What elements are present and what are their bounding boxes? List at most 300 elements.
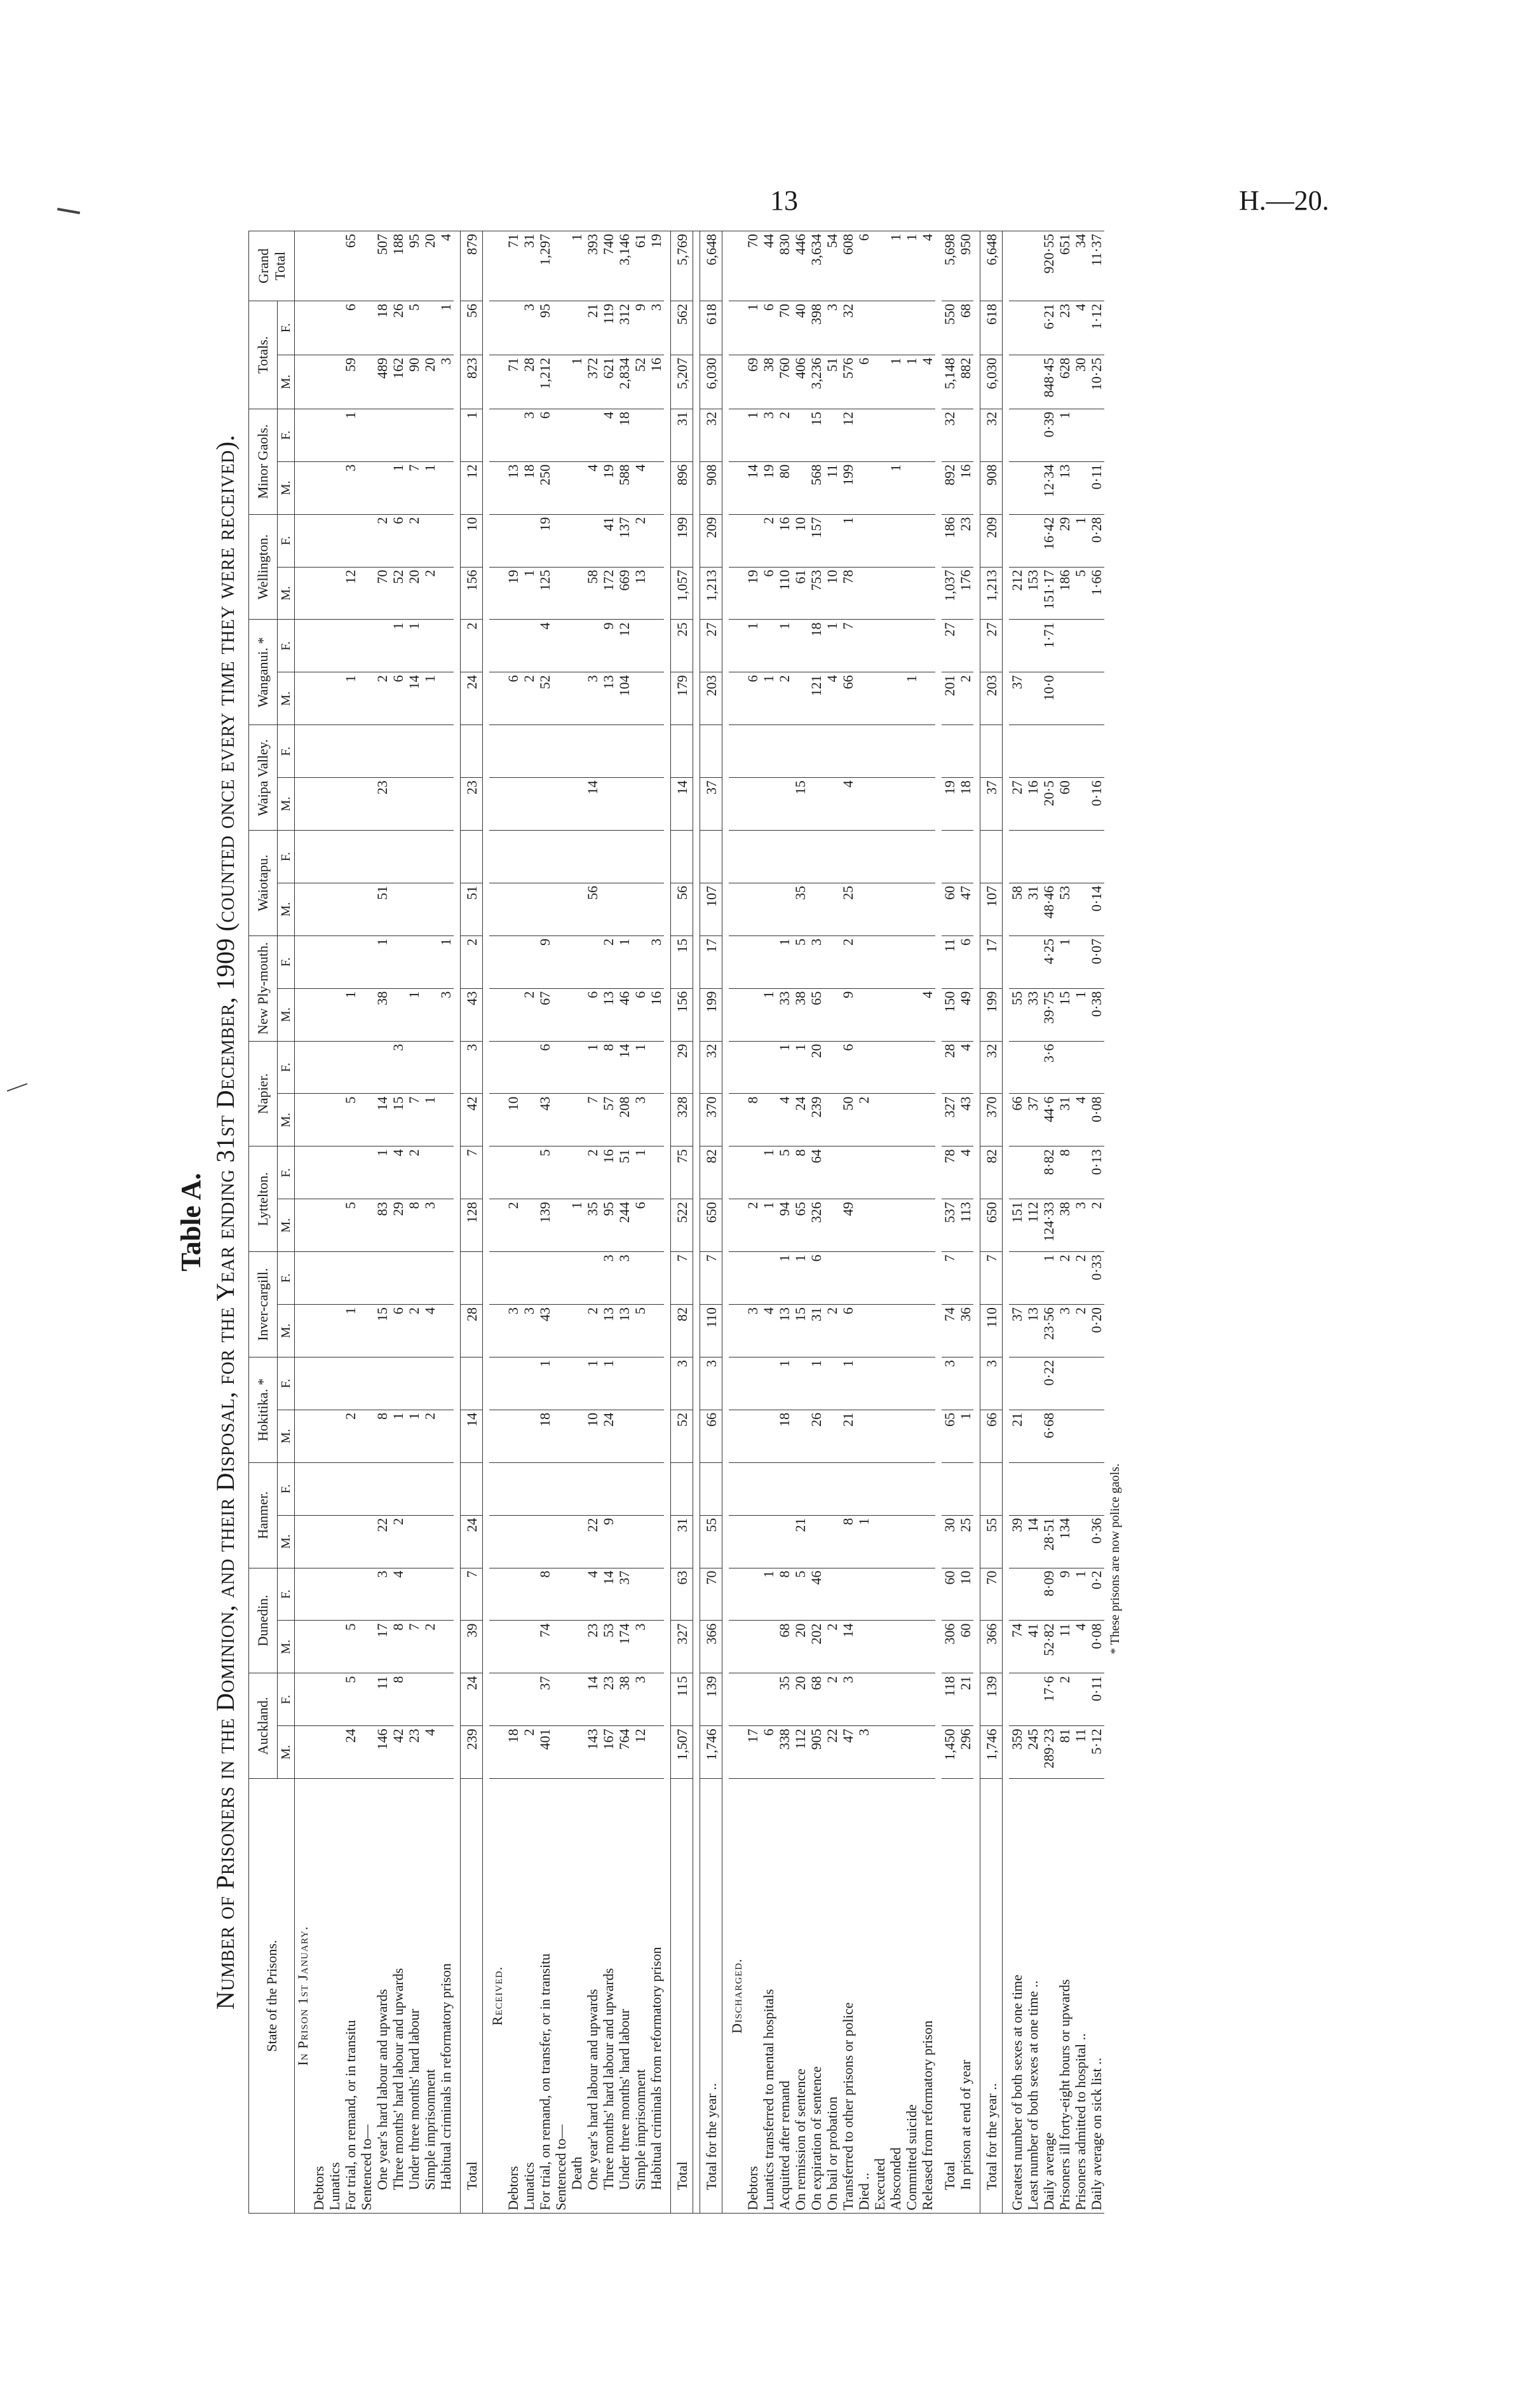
table-cell [919, 883, 935, 935]
table-cell [406, 1515, 422, 1568]
table-cell [872, 1199, 888, 1252]
table-cell [569, 409, 585, 461]
table-cell: 950 [958, 231, 973, 301]
table-row [422, 231, 438, 2214]
col-header-group: Grand Total [249, 231, 295, 301]
table-cell [438, 1199, 454, 1252]
row-label: Lunatics transferred to mental hospitals [761, 1779, 776, 2214]
table-cell: 20 [792, 1673, 808, 1726]
table-cell [904, 409, 919, 461]
table-cell [295, 725, 311, 778]
table-cell: 67 [537, 988, 553, 1041]
row-label: Daily average [1041, 1779, 1057, 2214]
table-cell: 14 [585, 778, 600, 831]
table-cell: 8 [600, 1041, 616, 1094]
table-cell [729, 1146, 745, 1199]
table-cell [374, 1041, 390, 1094]
table-cell: 28 [461, 1305, 483, 1357]
table-cell: 3 [840, 1673, 856, 1726]
table-cell [1025, 935, 1041, 988]
col-subheader: F. [278, 301, 295, 355]
table-cell [358, 1094, 374, 1146]
table-row [1041, 231, 1057, 2214]
table-cell [438, 1146, 454, 1199]
table-cell: 14 [374, 1094, 390, 1146]
table-cell: 6 [390, 672, 406, 725]
table-cell [958, 725, 973, 778]
table-cell [872, 514, 888, 567]
table-cell [422, 883, 438, 935]
table-cell: 17 [980, 935, 1003, 988]
table-cell: 6 [745, 672, 761, 725]
table-cell [872, 1462, 888, 1515]
table-cell [856, 301, 872, 355]
table-row [505, 231, 521, 2214]
table-cell [406, 1357, 422, 1410]
table-cell [824, 1515, 840, 1568]
table-cell: 3 [342, 461, 358, 514]
table-cell: 43 [537, 1305, 553, 1357]
table-cell [374, 461, 390, 514]
table-cell [295, 1410, 311, 1462]
table-cell: 82 [671, 1305, 693, 1357]
table-cell: 31 [671, 1515, 693, 1568]
table-cell [342, 1041, 358, 1094]
table-cell [422, 1515, 438, 1568]
table-cell: 7 [942, 1252, 958, 1305]
table-cell [438, 567, 454, 620]
table-cell: 64 [808, 1146, 824, 1199]
table-cell [648, 461, 664, 514]
col-subheader: F. [278, 1041, 295, 1094]
table-cell: 830 [776, 231, 792, 301]
table-cell: 121 [808, 672, 824, 725]
table-cell [856, 672, 872, 725]
table-row [327, 231, 342, 2214]
table-cell: 30 [1073, 355, 1088, 409]
table-cell [521, 1146, 537, 1199]
table-cell: 47 [958, 883, 973, 935]
table-cell [553, 725, 569, 778]
table-cell [1009, 301, 1025, 355]
table-cell [632, 1515, 648, 1568]
table-cell: 25 [671, 620, 693, 672]
table-cell [311, 778, 327, 831]
table-cell: 2 [776, 409, 792, 461]
table-cell: 1,212 [537, 355, 553, 409]
table-cell: 65 [792, 1199, 808, 1252]
table-cell [888, 514, 904, 567]
table-cell: 1 [904, 672, 919, 725]
col-subheader: M. [278, 883, 295, 935]
table-cell: 4 [1073, 1621, 1088, 1673]
table-cell [958, 831, 973, 883]
table-cell [311, 883, 327, 935]
table-cell [358, 988, 374, 1041]
table-cell [872, 231, 888, 301]
col-subheader: F. [278, 514, 295, 567]
col-subheader: F. [278, 620, 295, 672]
table-cell: 20 [406, 567, 422, 620]
table-cell: 406 [792, 355, 808, 409]
table-cell: 1 [792, 1041, 808, 1094]
table-cell [438, 831, 454, 883]
table-cell [311, 567, 327, 620]
row-label: Released from reformatory prison [919, 1779, 935, 2214]
table-cell [745, 778, 761, 831]
table-cell [358, 301, 374, 355]
table-row [808, 231, 824, 2214]
table-cell: 3 [632, 1673, 648, 1726]
table-row [461, 231, 483, 2214]
table-cell: 7 [461, 1146, 483, 1199]
table-cell: 10·25 [1088, 355, 1104, 409]
row-label: On expiration of sentence [808, 1779, 824, 2214]
table-cell [489, 567, 505, 620]
table-cell [505, 1410, 521, 1462]
table-cell: 306 [942, 1621, 958, 1673]
table-cell [872, 567, 888, 620]
table-cell [358, 1041, 374, 1094]
table-cell [585, 1252, 600, 1305]
table-cell: 537 [942, 1199, 958, 1252]
table-cell [537, 725, 553, 778]
table-cell: 764 [616, 1726, 632, 1779]
table-cell [648, 1621, 664, 1673]
table-cell: 186 [942, 514, 958, 567]
table-cell [761, 1621, 776, 1673]
table-cell: 13 [632, 567, 648, 620]
table-cell [888, 1673, 904, 1726]
row-label: In prison at end of year [958, 1779, 973, 2214]
table-cell: 327 [942, 1094, 958, 1146]
table-cell [1009, 1146, 1025, 1199]
table-cell [648, 1462, 664, 1515]
table-cell: 6 [632, 988, 648, 1041]
table-cell [569, 514, 585, 567]
table-cell: 1 [374, 935, 390, 988]
table-cell: 1 [840, 1357, 856, 1410]
table-cell: 522 [671, 1199, 693, 1252]
table-cell: 4 [390, 1146, 406, 1199]
table-cell: 37 [980, 778, 1003, 831]
table-cell [295, 1252, 311, 1305]
table-cell [311, 231, 327, 301]
table-cell [438, 620, 454, 672]
row-label: Lunatics [327, 1779, 342, 2214]
table-cell: 209 [980, 514, 1003, 567]
table-cell: 13 [600, 988, 616, 1041]
table-row [390, 231, 406, 2214]
table-cell [729, 988, 745, 1041]
table-cell: 6 [856, 355, 872, 409]
table-cell [358, 355, 374, 409]
table-cell [919, 1515, 935, 1568]
table-cell [311, 672, 327, 725]
table-cell [438, 409, 454, 461]
table-cell [632, 935, 648, 988]
table-cell: 24 [342, 1726, 358, 1779]
table-cell [919, 1568, 935, 1621]
table-cell [700, 831, 722, 883]
table-cell [327, 1252, 342, 1305]
table-cell [1041, 1462, 1057, 1515]
table-cell [489, 409, 505, 461]
table-cell [521, 1462, 537, 1515]
table-cell: 38 [761, 355, 776, 409]
table-cell: 112 [792, 1726, 808, 1779]
table-cell [521, 1410, 537, 1462]
table-cell [489, 1462, 505, 1515]
table-cell [729, 514, 745, 567]
table-cell [919, 1199, 935, 1252]
table-cell: 1·12 [1088, 301, 1104, 355]
table-cell: 0·14 [1088, 883, 1104, 935]
table-cell: 27 [980, 620, 1003, 672]
table-cell: 2 [856, 1094, 872, 1146]
table-cell: 119 [600, 301, 616, 355]
table-cell: 12 [461, 461, 483, 514]
table-cell [553, 1673, 569, 1726]
table-cell [569, 620, 585, 672]
table-cell: 20 [792, 1621, 808, 1673]
table-cell: 1 [461, 409, 483, 461]
table-cell [569, 1305, 585, 1357]
table-cell [311, 1041, 327, 1094]
table-cell: 70 [776, 301, 792, 355]
table-cell: 5,148 [942, 355, 958, 409]
table-cell [776, 778, 792, 831]
table-cell: 1 [1041, 1252, 1057, 1305]
table-cell [700, 1462, 722, 1515]
table-cell [342, 1357, 358, 1410]
table-cell [616, 1410, 632, 1462]
table-cell [358, 567, 374, 620]
table-cell [888, 1041, 904, 1094]
col-header-group: Waiotapu. [249, 831, 278, 936]
table-cell: 2 [390, 1515, 406, 1568]
table-cell [1025, 1568, 1041, 1621]
table-cell [958, 1357, 973, 1410]
table-cell: 3 [585, 672, 600, 725]
table-cell: 1 [632, 1041, 648, 1094]
table-cell: 1 [438, 301, 454, 355]
table-cell [856, 409, 872, 461]
table-cell: 56 [671, 883, 693, 935]
table-cell [824, 988, 840, 1041]
table-cell [569, 1568, 585, 1621]
table-cell [311, 355, 327, 409]
table-cell [461, 1357, 483, 1410]
table-cell: 23 [585, 1621, 600, 1673]
table-cell [808, 778, 824, 831]
table-cell [1009, 1357, 1025, 1410]
col-subheader: F. [278, 831, 295, 883]
table-cell: 53 [1057, 883, 1073, 935]
table-row [958, 231, 973, 2214]
table-cell: 372 [585, 355, 600, 409]
table-cell: 10 [461, 514, 483, 567]
prisoners-table [248, 231, 1104, 2214]
table-cell: 157 [808, 514, 824, 567]
table-row [792, 231, 808, 2214]
table-cell: 621 [600, 355, 616, 409]
table-cell [358, 1357, 374, 1410]
table-cell [632, 1357, 648, 1410]
table-cell: 13 [505, 461, 521, 514]
table-cell: 162 [390, 355, 406, 409]
table-cell [358, 461, 374, 514]
table-row [1088, 231, 1104, 2214]
table-cell [569, 883, 585, 935]
table-cell: 113 [958, 1199, 973, 1252]
table-cell: 26 [390, 301, 406, 355]
table-cell: 0·11 [1088, 461, 1104, 514]
table-cell [422, 1462, 438, 1515]
table-cell: 23 [1057, 301, 1073, 355]
table-cell: 37 [1009, 1305, 1025, 1357]
table-cell [888, 672, 904, 725]
table-cell [1025, 355, 1041, 409]
table-cell [1073, 409, 1088, 461]
table-cell [1009, 355, 1025, 409]
table-cell [1088, 1041, 1104, 1094]
table-cell [792, 461, 808, 514]
table-cell [872, 935, 888, 988]
table-cell [919, 567, 935, 620]
table-cell: 5 [537, 1146, 553, 1199]
table-cell [888, 883, 904, 935]
table-cell: 1 [422, 1094, 438, 1146]
table-cell: 3,146 [616, 231, 632, 301]
table-cell [1025, 1041, 1041, 1094]
row-label: Debtors [745, 1779, 761, 2214]
table-cell: 29 [671, 1041, 693, 1094]
table-cell [342, 883, 358, 935]
table-cell: 13 [1025, 1305, 1041, 1357]
table-cell [1088, 1357, 1104, 1410]
col-subheader: M. [278, 988, 295, 1041]
table-cell: 1 [342, 672, 358, 725]
table-cell: 4 [776, 1094, 792, 1146]
table-cell [856, 1357, 872, 1410]
table-cell: 1 [374, 1146, 390, 1199]
section-header-row [489, 231, 505, 2214]
table-cell [824, 514, 840, 567]
table-cell [919, 1726, 935, 1779]
table-cell: 27 [1009, 778, 1025, 831]
table-cell: 14 [406, 672, 422, 725]
table-cell: 3 [521, 301, 537, 355]
table-cell [648, 409, 664, 461]
table-cell [919, 1673, 935, 1726]
table-cell: 6,648 [700, 231, 722, 301]
table-cell [761, 883, 776, 935]
table-cell: 2 [585, 1305, 600, 1357]
table-cell: 2,834 [616, 355, 632, 409]
table-cell [489, 1199, 505, 1252]
table-cell [648, 725, 664, 778]
table-row [671, 231, 693, 2214]
table-cell [569, 725, 585, 778]
table-cell [327, 1094, 342, 1146]
col-header-group: New Ply-mouth. [249, 935, 278, 1041]
table-cell: 12 [632, 1726, 648, 1779]
table-cell: 1,213 [700, 567, 722, 620]
table-cell: 5·12 [1088, 1726, 1104, 1779]
table-cell: 203 [700, 672, 722, 725]
table-cell [295, 231, 311, 301]
table-cell: 0·36 [1088, 1515, 1104, 1568]
table-cell [569, 1515, 585, 1568]
table-row [569, 231, 585, 2214]
table-cell [648, 883, 664, 935]
col-header-group: Dunedin. [249, 1568, 278, 1673]
table-cell: 71 [505, 231, 521, 301]
table-cell [888, 935, 904, 988]
table-cell: 31 [671, 409, 693, 461]
table-cell [745, 1621, 761, 1673]
table-cell [358, 1568, 374, 1621]
col-header-group: Hanmer. [249, 1462, 278, 1568]
table-cell: 104 [616, 672, 632, 725]
table-cell: 15 [671, 935, 693, 988]
table-cell: 507 [374, 231, 390, 301]
table-cell [569, 567, 585, 620]
table-cell: 18 [616, 409, 632, 461]
table-cell [761, 1041, 776, 1094]
table-cell: 289·23 [1041, 1726, 1057, 1779]
table-cell [1073, 725, 1088, 778]
table-cell: 1 [390, 620, 406, 672]
table-cell: 3 [632, 1094, 648, 1146]
table-cell [461, 831, 483, 883]
table-cell [872, 620, 888, 672]
table-cell: 4 [422, 1305, 438, 1357]
table-cell [553, 1146, 569, 1199]
table-cell [342, 725, 358, 778]
table-cell: 39 [461, 1621, 483, 1673]
table-cell [505, 935, 521, 988]
table-cell [327, 1305, 342, 1357]
table-cell: 0·16 [1088, 778, 1104, 831]
table-cell [776, 1515, 792, 1568]
table-cell: 326 [808, 1199, 824, 1252]
table-cell [295, 935, 311, 988]
table-cell: 1 [776, 1357, 792, 1410]
table-cell [438, 1462, 454, 1515]
table-cell [1073, 778, 1088, 831]
table-cell [327, 461, 342, 514]
table-cell: 4 [824, 672, 840, 725]
table-cell [904, 514, 919, 567]
table-cell: 1,507 [671, 1726, 693, 1779]
table-cell: 650 [700, 1199, 722, 1252]
table-cell: 70 [700, 1568, 722, 1621]
table-cell [553, 1726, 569, 1779]
table-cell: 4 [600, 409, 616, 461]
table-cell [342, 935, 358, 988]
table-cell [632, 409, 648, 461]
table-cell: 3 [761, 409, 776, 461]
table-cell: 1 [438, 935, 454, 988]
table-cell: 38 [374, 988, 390, 1041]
table-cell: 25 [840, 883, 856, 935]
table-cell: 0·33 [1088, 1252, 1104, 1305]
table-cell [888, 301, 904, 355]
table-row [904, 231, 919, 2214]
table-cell [295, 1621, 311, 1673]
